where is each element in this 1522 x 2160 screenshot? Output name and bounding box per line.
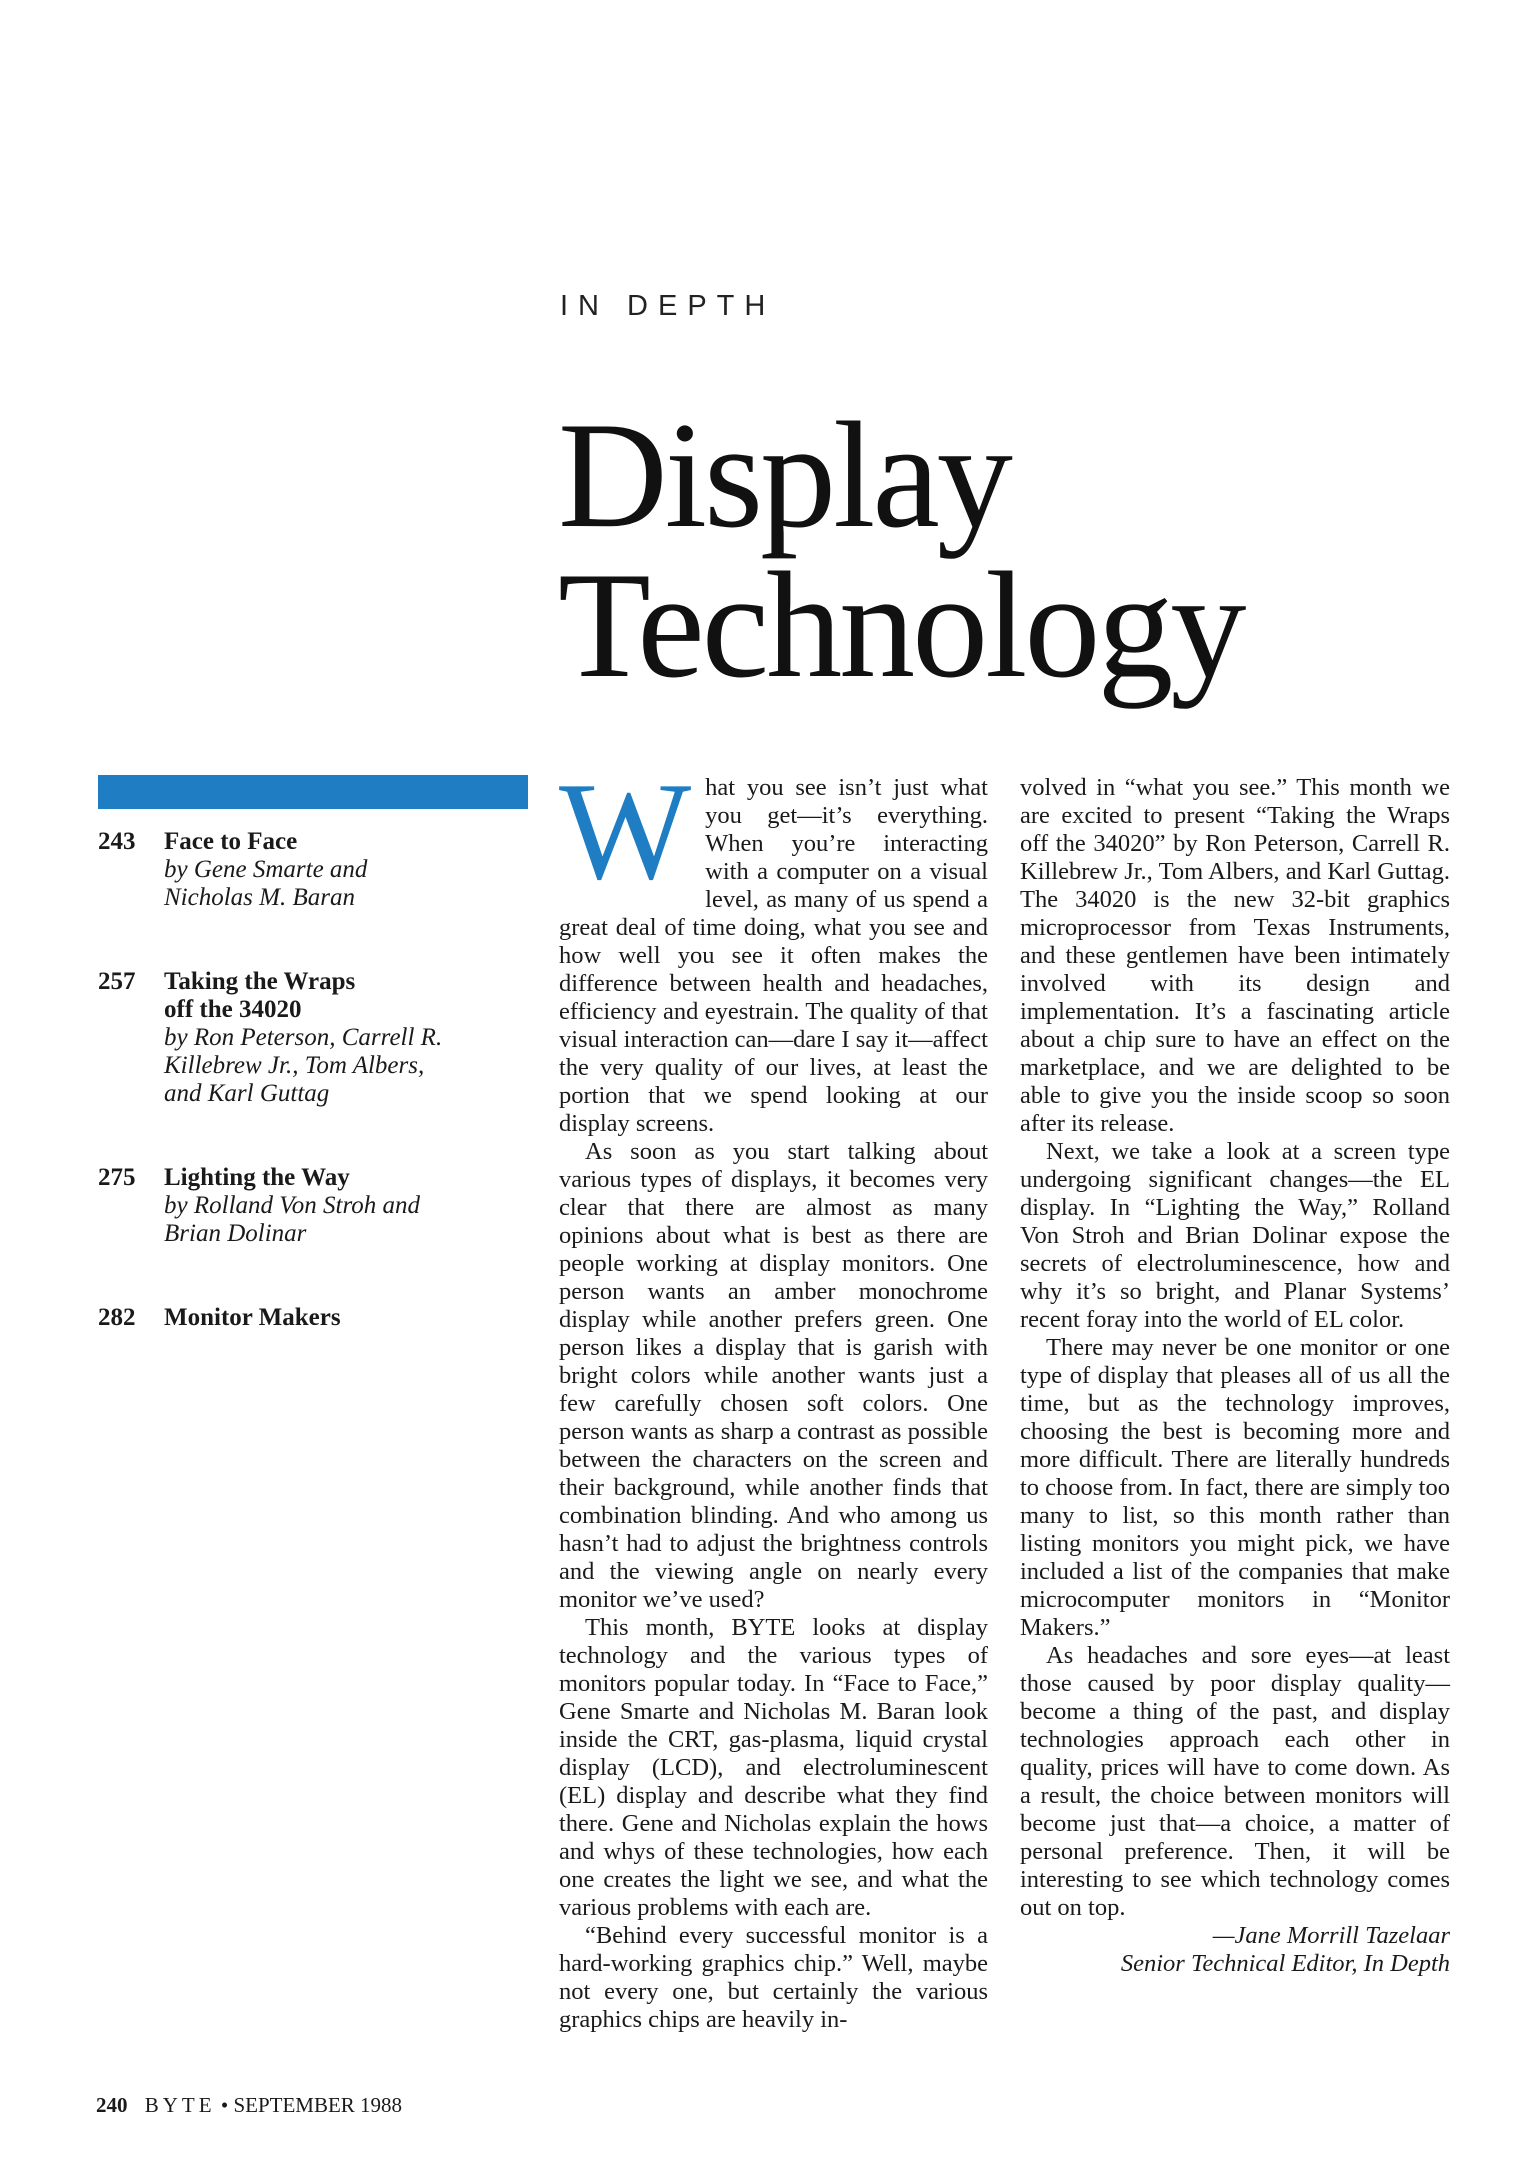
author-signature: —Jane Morrill Tazelaar bbox=[1212, 1922, 1450, 1949]
footer-page-number: 240 bbox=[96, 2093, 128, 2117]
toc-author: by Gene Smarte and bbox=[164, 856, 368, 883]
article-column-2 bbox=[1020, 774, 1450, 1978]
toc-author: Killebrew Jr., Tom Albers, bbox=[164, 1052, 425, 1079]
title-line-2: Technology bbox=[558, 541, 1244, 709]
toc-title: Lighting the Way bbox=[164, 1164, 350, 1191]
article-paragraph: As soon as you start talking about various types of displays, it becomes very clear that there are almost as many opinions about what is best as there are people working at display monitors. One person wants an amber monochrome display while another prefers green. One person likes a display that is garish with bright colors while another wants just a few carefully chosen soft colors. One person wants as sharp a contrast as possible between the characters on the screen and their background, while another finds that combination blinding. And who among us hasn’t had to adjust the brightness controls and the viewing angle on nearly every monitor we’ve used? bbox=[559, 1138, 988, 1613]
toc-author: and Karl Guttag bbox=[164, 1080, 330, 1107]
article-paragraph: volved in “what you see.” This month we are excited to present “Taking the Wraps off the 34020” by Ron Peterson, Carrell R. Killebrew Jr., Tom Albers, and Karl Guttag. The 34020 is the new 32-bit graphics microprocessor from Texas Instruments, and these gentlemen have been intimately involved with its design and implementation. It’s a fascinating article about a chip sure to have an effect on the marketplace, and we are delighted to be able to give you the inside scoop so soon after its release. bbox=[1020, 774, 1450, 1137]
page-footer bbox=[96, 2093, 402, 2118]
toc-page-number: 243 bbox=[98, 828, 136, 855]
article-paragraph: As headaches and sore eyes—at least those caused by poor display quality—become a thing of the past, and display technologies approach each other in quality, prices will have to come down. As a result, the choice between monitors will become just that—a choice, a matter of personal preference. Then, it will be interesting to see which technology comes out on top. bbox=[1020, 1642, 1450, 1921]
author-role: Senior Technical Editor, In Depth bbox=[1120, 1950, 1450, 1977]
toc-author: by Ron Peterson, Carrell R. bbox=[164, 1024, 443, 1051]
article-paragraph: There may never be one monitor or one type of display that pleases all of us all the time, but as the technology improves, choosing the best is becoming more and more difficult. There are literally hundreds to choose from. In fact, there are simply too many to list, so this month rather than listing monitors you might pick, we have included a list of the companies that make microcomputer monitors in “Monitor Makers.” bbox=[1020, 1334, 1450, 1641]
toc-page-number: 275 bbox=[98, 1164, 136, 1191]
footer-issue: SEPTEMBER 1988 bbox=[233, 2093, 403, 2117]
toc-author: Nicholas M. Baran bbox=[164, 884, 355, 911]
toc-author: by Rolland Von Stroh and bbox=[164, 1192, 421, 1219]
drop-cap: W bbox=[559, 754, 692, 909]
toc-entry-lighting-the-way[interactable] bbox=[98, 1164, 538, 1248]
toc-title: off the 34020 bbox=[164, 996, 302, 1023]
footer-separator: • bbox=[220, 2093, 229, 2117]
toc-entry-face-to-face[interactable] bbox=[98, 828, 538, 912]
article-paragraph: hat you see isn’t just what you get—it’s everything. When you’re interacting with a computer on a visual level, as many of us spend a great deal of time doing, what you see and how well you see it often makes the difference between health and headaches, efficiency and eyestrain. The quality of that visual interaction can—dare I say it—affect the very quality of our lives, at least the portion that we spend looking at our display screens. bbox=[559, 774, 988, 1137]
toc-accent-bar bbox=[98, 775, 528, 809]
toc-entry-taking-the-wraps[interactable] bbox=[98, 968, 538, 1108]
toc-title: Monitor Makers bbox=[164, 1304, 341, 1331]
toc-title: Face to Face bbox=[164, 828, 298, 855]
toc-page-number: 257 bbox=[98, 968, 136, 995]
table-of-contents bbox=[98, 828, 538, 1332]
toc-entry-monitor-makers[interactable] bbox=[98, 1304, 538, 1332]
article-paragraph: Next, we take a look at a screen type undergoing significant changes—the EL display. In “Lighting the Way,” Rolland Von Stroh and Brian Dolinar expose the secrets of electroluminescence, how and why it’s so bright, and Planar Systems’ recent foray into the world of EL color. bbox=[1020, 1138, 1450, 1333]
toc-title: Taking the Wraps bbox=[164, 968, 356, 995]
toc-page-number: 282 bbox=[98, 1304, 136, 1331]
toc-author: Brian Dolinar bbox=[164, 1220, 307, 1247]
article-paragraph: “Behind every successful monitor is a hard-working graphics chip.” Well, maybe not every one, but certainly the various graphics chips are heavily in- bbox=[559, 1922, 988, 2033]
article-column-1 bbox=[559, 754, 988, 2034]
section-label: IN DEPTH bbox=[560, 290, 776, 322]
article-paragraph: This month, BYTE looks at display technology and the various types of monitors popular today. In “Face to Face,” Gene Smarte and Nicholas M. Baran look inside the CRT, gas-plasma, liquid crystal display (LCD), and electroluminescent (EL) display and describe what they find there. Gene and Nicholas explain the hows and whys of these technologies, how each one creates the light we see, and what the various problems with each are. bbox=[559, 1614, 988, 1921]
title-line-1: Display bbox=[558, 391, 1010, 559]
footer-magazine: BYTE bbox=[144, 2093, 216, 2117]
page-title bbox=[558, 391, 1244, 709]
